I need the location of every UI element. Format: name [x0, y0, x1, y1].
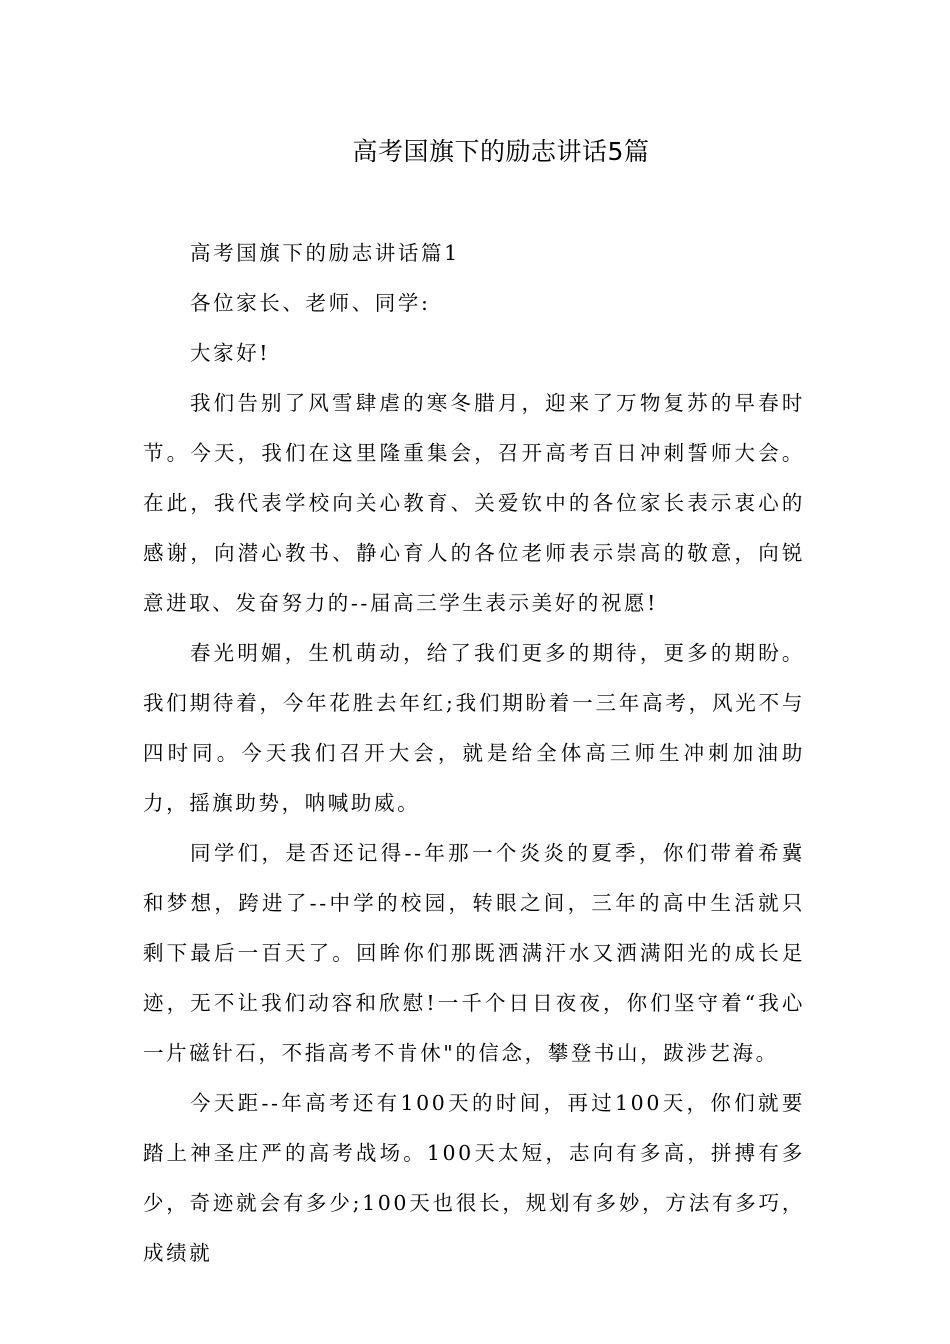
paragraph: 同学们，是否还记得--年那一个炎炎的夏季，你们带着希冀和梦想，跨进了--中学的校园，转眼之间，三年的高中生活就只剩下最后一百天了。回眸你们那既洒满汗水又洒满阳光的成长足迹，无不让我们动容和欣慰!一千个日日夜夜，你们坚守着“我心一片磁针石，不指高考不肯休"的信念，攀登书山，跋涉艺海。	[143, 841, 805, 1065]
paragraph: 我们告别了风雪肆虐的寒冬腊月，迎来了万物复苏的早春时节。今天，我们在这里隆重集会，召开高考百日冲刺誓师大会。在此，我代表学校向关心教育、关爱钦中的各位家长表示衷心的感谢，向潜心教书、静心育人的各位老师表示崇高的敬意，向锐意进取、发奋努力的--届高三学生表示美好的祝愿!	[143, 391, 805, 615]
section-heading: 高考国旗下的励志讲话篇1	[190, 241, 460, 265]
document-body	[143, 228, 805, 1278]
document-title: 高考国旗下的励志讲话5篇	[352, 137, 650, 166]
paragraph: 春光明媚，生机萌动，给了我们更多的期待，更多的期盼。我们期待着，今年花胜去年红;我们期盼着一三年高考，风光不与四时同。今天我们召开大会，就是给全体高三师生冲刺加油助力，摇旗助势，呐喊助威。	[143, 641, 805, 815]
paragraph: 今天距--年高考还有100天的时间，再过100天，你们就要踏上神圣庄严的高考战场。100天太短，志向有多高，拼搏有多少，奇迹就会有多少;100天也很长，规划有多妙，方法有多巧，成绩就	[143, 1091, 805, 1265]
greeting: 大家好!	[190, 341, 271, 365]
salutation: 各位家长、老师、同学:	[190, 291, 431, 315]
